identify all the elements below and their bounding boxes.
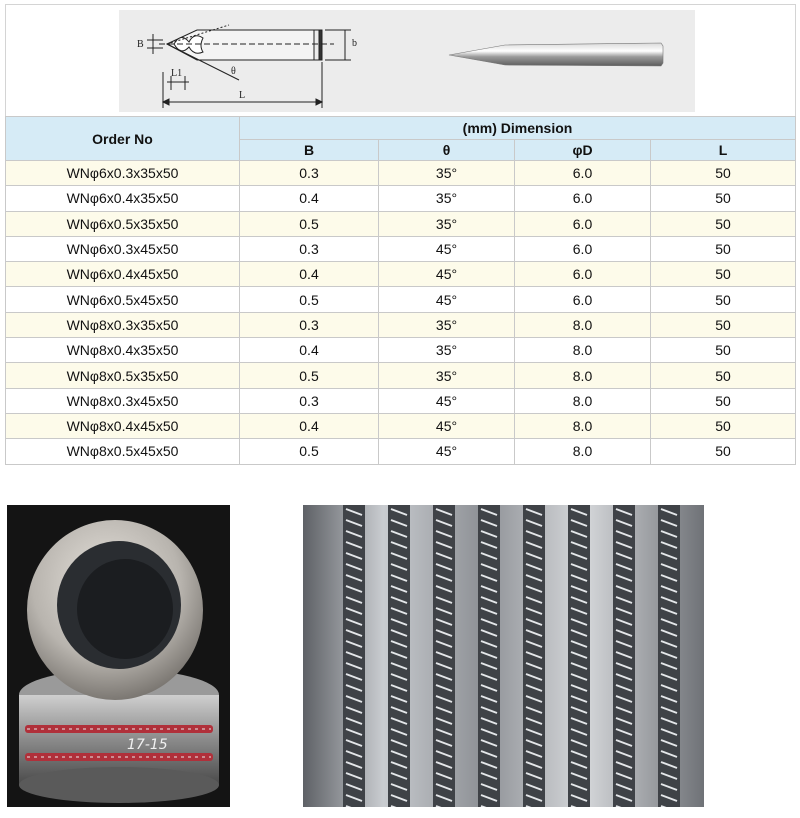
cell-theta: 45° bbox=[379, 287, 515, 312]
table-row bbox=[6, 262, 796, 287]
cell-L: 50 bbox=[651, 186, 796, 211]
cell-phiD: 6.0 bbox=[515, 262, 651, 287]
cell-phiD: 8.0 bbox=[515, 388, 651, 413]
dim-label-b: b bbox=[352, 38, 357, 49]
cell-B: 0.4 bbox=[240, 338, 379, 363]
cell-theta: 35° bbox=[379, 211, 515, 236]
cell-phiD: 6.0 bbox=[515, 161, 651, 186]
cell-B: 0.5 bbox=[240, 287, 379, 312]
cell-phiD: 8.0 bbox=[515, 439, 651, 464]
table-row bbox=[6, 439, 796, 464]
cell-B: 0.3 bbox=[240, 312, 379, 337]
cell-order-no: WNφ8x0.4x45x50 bbox=[6, 413, 240, 438]
grooved-roller-photo bbox=[303, 505, 704, 807]
cell-phiD: 6.0 bbox=[515, 186, 651, 211]
table-row bbox=[6, 211, 796, 236]
cell-L: 50 bbox=[651, 262, 796, 287]
cell-order-no: WNφ6x0.3x45x50 bbox=[6, 236, 240, 261]
cell-B: 0.4 bbox=[240, 262, 379, 287]
header-dimension: (mm) Dimension bbox=[240, 117, 796, 140]
cell-B: 0.5 bbox=[240, 211, 379, 236]
tool-dimension-drawing bbox=[119, 10, 695, 112]
cell-B: 0.3 bbox=[240, 236, 379, 261]
cell-order-no: WNφ6x0.4x45x50 bbox=[6, 262, 240, 287]
cell-order-no: WNφ6x0.4x35x50 bbox=[6, 186, 240, 211]
dim-label-L: L bbox=[239, 90, 246, 101]
header-order-no: Order No bbox=[6, 117, 240, 161]
cell-theta: 45° bbox=[379, 413, 515, 438]
cell-order-no: WNφ8x0.3x45x50 bbox=[6, 388, 240, 413]
dim-label-L1: L1 bbox=[171, 68, 183, 79]
table-row bbox=[6, 161, 796, 186]
cell-B: 0.3 bbox=[240, 161, 379, 186]
spec-table-body bbox=[6, 161, 796, 465]
dim-label-B: B bbox=[137, 39, 144, 50]
cell-L: 50 bbox=[651, 439, 796, 464]
cell-order-no: WNφ6x0.5x45x50 bbox=[6, 287, 240, 312]
cell-phiD: 6.0 bbox=[515, 211, 651, 236]
cell-phiD: 8.0 bbox=[515, 312, 651, 337]
ring-die-photo bbox=[7, 505, 230, 807]
header-col-phiD: φD bbox=[515, 140, 651, 161]
cell-theta: 45° bbox=[379, 439, 515, 464]
table-row bbox=[6, 236, 796, 261]
cell-theta: 35° bbox=[379, 186, 515, 211]
cell-L: 50 bbox=[651, 338, 796, 363]
cell-L: 50 bbox=[651, 161, 796, 186]
cell-L: 50 bbox=[651, 363, 796, 388]
spec-table bbox=[5, 116, 796, 465]
table-row bbox=[6, 312, 796, 337]
cell-order-no: WNφ6x0.3x35x50 bbox=[6, 161, 240, 186]
cell-theta: 45° bbox=[379, 262, 515, 287]
technical-drawing-panel bbox=[5, 4, 796, 117]
cell-B: 0.4 bbox=[240, 413, 379, 438]
cell-theta: 45° bbox=[379, 388, 515, 413]
header-col-L: L bbox=[651, 140, 796, 161]
cell-B: 0.4 bbox=[240, 186, 379, 211]
cell-order-no: WNφ6x0.5x35x50 bbox=[6, 211, 240, 236]
table-row bbox=[6, 388, 796, 413]
cell-L: 50 bbox=[651, 211, 796, 236]
cell-L: 50 bbox=[651, 388, 796, 413]
cell-phiD: 8.0 bbox=[515, 363, 651, 388]
cell-order-no: WNφ8x0.5x45x50 bbox=[6, 439, 240, 464]
table-row bbox=[6, 287, 796, 312]
cell-L: 50 bbox=[651, 236, 796, 261]
dim-label-theta: θ bbox=[231, 66, 236, 77]
table-row bbox=[6, 338, 796, 363]
cell-L: 50 bbox=[651, 287, 796, 312]
cell-theta: 35° bbox=[379, 338, 515, 363]
cell-order-no: WNφ8x0.4x35x50 bbox=[6, 338, 240, 363]
cell-phiD: 6.0 bbox=[515, 236, 651, 261]
cell-phiD: 8.0 bbox=[515, 338, 651, 363]
cell-B: 0.5 bbox=[240, 363, 379, 388]
cell-L: 50 bbox=[651, 312, 796, 337]
table-row bbox=[6, 413, 796, 438]
cell-theta: 35° bbox=[379, 161, 515, 186]
cell-order-no: WNφ8x0.5x35x50 bbox=[6, 363, 240, 388]
cell-theta: 35° bbox=[379, 363, 515, 388]
cell-phiD: 8.0 bbox=[515, 413, 651, 438]
tool-photo bbox=[449, 43, 663, 66]
table-row bbox=[6, 186, 796, 211]
ring-marking: 17-15 bbox=[127, 737, 168, 753]
technical-drawing-image bbox=[119, 10, 695, 112]
table-row bbox=[6, 363, 796, 388]
cell-theta: 45° bbox=[379, 236, 515, 261]
cell-phiD: 6.0 bbox=[515, 287, 651, 312]
cell-order-no: WNφ8x0.3x35x50 bbox=[6, 312, 240, 337]
header-col-B: B bbox=[240, 140, 379, 161]
cell-L: 50 bbox=[651, 413, 796, 438]
cell-theta: 35° bbox=[379, 312, 515, 337]
cell-B: 0.5 bbox=[240, 439, 379, 464]
cell-B: 0.3 bbox=[240, 388, 379, 413]
header-col-theta: θ bbox=[379, 140, 515, 161]
